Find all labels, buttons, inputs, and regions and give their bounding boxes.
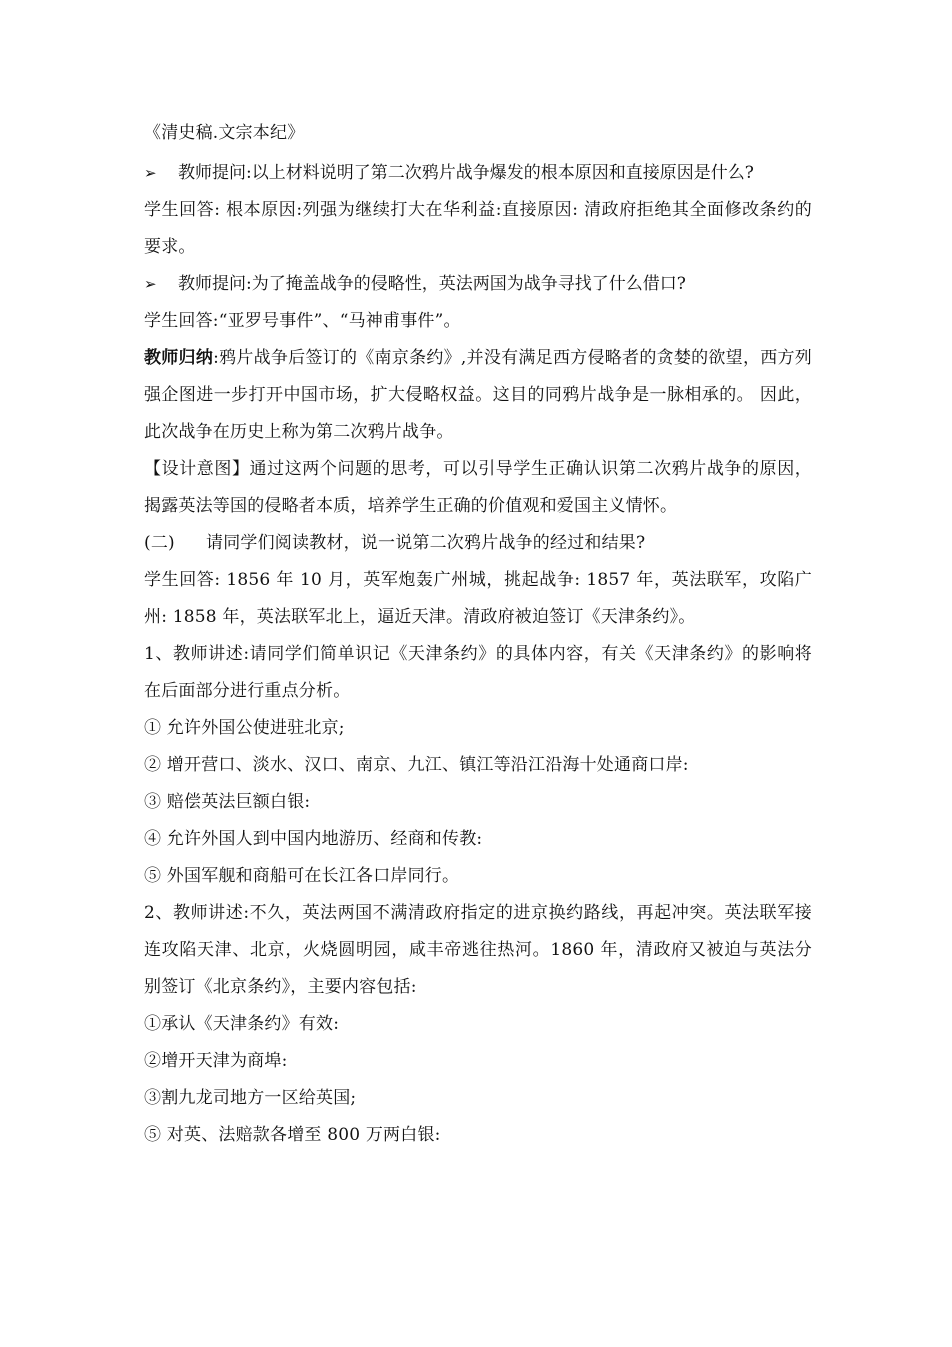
beijing-item: ①承认《天津条约》有效:: [144, 1014, 340, 1034]
summary-label: 教师归纳: [144, 348, 214, 368]
section-2-text: 请同学们阅读教材，说一说第二次鸦片战争的经过和结果?: [206, 533, 646, 553]
beijing-item: ②增开天津为商埠:: [144, 1051, 288, 1071]
tianjin-item: ③ 赔偿英法巨额白银:: [144, 792, 311, 812]
arrow-bullet-icon: ➢: [144, 275, 157, 293]
teacher-question-2: [144, 266, 812, 303]
teacher-narration-1: 1、教师讲述:请同学们简单识记《天津条约》的具体内容，有关《天津条约》的影响将在后面部分进行重点分析。: [144, 644, 812, 701]
teacher-narration-2: 2、教师讲述:不久，英法两国不满清政府指定的进京换约路线，再起冲突。英法联军接连攻陷天津、北京，火烧圆明园，咸丰帝逃往热河。1860 年，清政府又被迫与英法分别签订《北京条约》，主要内容包括:: [144, 903, 812, 997]
document-body: [144, 118, 812, 1154]
tianjin-item: ① 允许外国公使进驻北京;: [144, 718, 345, 738]
citation: 《清史稿.文宗本纪》: [144, 123, 305, 143]
question-2-text: 教师提问:为了掩盖战争的侵略性，英法两国为战争寻找了什么借口?: [178, 274, 686, 294]
question-1-text: 教师提问:以上材料说明了第二次鸦片战争爆发的根本原因和直接原因是什么?: [178, 163, 754, 183]
summary-text: :鸦片战争后签订的《南京条约》,并没有满足西方侵略者的贪婪的欲望，西方列强企图进一步打开中国市场，扩大侵略权益。这目的同鸦片战争是一脉相承的。 因此，此次战争在历史上称为第二次鸦片战争。: [144, 348, 812, 442]
student-answer-3: 学生回答: 1856 年 10 月，英军炮轰广州城，挑起战争: 1857 年，英法联军，攻陷广州: 1858 年，英法联军北上，逼近天津。清政府被迫签订《天津条约》。: [144, 570, 812, 627]
tianjin-item: ② 增开营口、淡水、汉口、南京、九江、镇江等沿江沿海十处通商口岸:: [144, 755, 689, 775]
section-2-label: (二): [144, 533, 175, 553]
arrow-bullet-icon: ➢: [144, 164, 157, 182]
beijing-item: ⑤ 对英、法赔款各增至 800 万两白银:: [144, 1125, 441, 1145]
teacher-summary: [144, 340, 812, 451]
student-answer-2: 学生回答:“亚罗号事件”、“马神甫事件”。: [144, 311, 461, 331]
teacher-question-1: [144, 155, 812, 192]
section-2-heading: [144, 525, 812, 562]
tianjin-item: ④ 允许外国人到中国内地游历、经商和传教:: [144, 829, 483, 849]
beijing-item: ③割九龙司地方一区给英国;: [144, 1088, 357, 1108]
student-answer-1: 学生回答: 根本原因:列强为继续打大在华利益:直接原因: 清政府拒绝其全面修改条约的要求。: [144, 200, 812, 257]
design-intent: 【设计意图】通过这两个问题的思考，可以引导学生正确认识第二次鸦片战争的原因，揭露英法等国的侵略者本质，培养学生正确的价值观和爱国主义情怀。: [144, 459, 812, 516]
tianjin-item: ⑤ 外国军舰和商船可在长江各口岸同行。: [144, 866, 460, 886]
